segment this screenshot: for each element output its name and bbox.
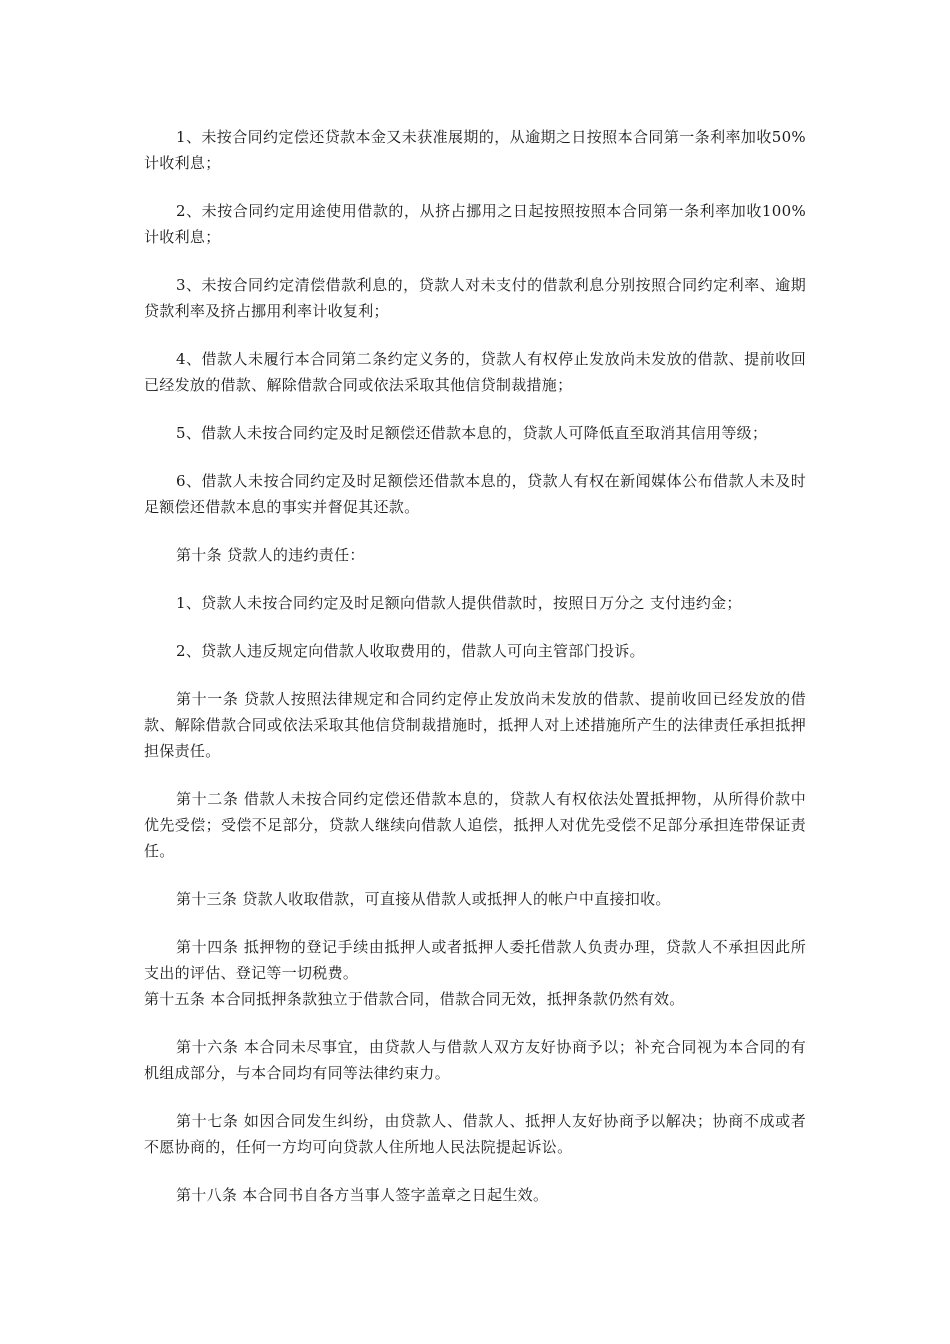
article-15: 第十五条 本合同抵押条款独立于借款合同，借款合同无效，抵押条款仍然有效。 xyxy=(144,990,685,1008)
clause-2: 2、未按合同约定用途使用借款的，从挤占挪用之日起按照按照本合同第一条利率加收100%计收利息； xyxy=(144,202,806,246)
article-13: 第十三条 贷款人收取借款，可直接从借款人或抵押人的帐户中直接扣收。 xyxy=(176,890,671,908)
clause-1: 1、未按合同约定偿还贷款本金又未获准展期的，从逾期之日按照本合同第一条利率加收50%计收利息； xyxy=(144,128,806,172)
document-body xyxy=(144,124,806,1208)
article-14: 第十四条 抵押物的登记手续由抵押人或者抵押人委托借款人负责办理，贷款人不承担因此所支出的评估、登记等一切税费。 xyxy=(144,938,806,982)
clause-3: 3、未按合同约定清偿借款利息的，贷款人对未支付的借款利息分别按照合同约定利率、逾期贷款利率及挤占挪用利率计收复利； xyxy=(144,276,806,320)
article-11: 第十一条 贷款人按照法律规定和合同约定停止发放尚未发放的借款、提前收回已经发放的借款、解除借款合同或依法采取其他信贷制裁措施时，抵押人对上述措施所产生的法律责任承担抵押担保责任。 xyxy=(144,690,806,760)
article-18: 第十八条 本合同书自各方当事人签字盖章之日起生效。 xyxy=(176,1186,549,1204)
clause-4: 4、借款人未履行本合同第二条约定义务的，贷款人有权停止发放尚未发放的借款、提前收回已经发放的借款、解除借款合同或依法采取其他信贷制裁措施； xyxy=(144,350,806,394)
article-17: 第十七条 如因合同发生纠纷，由贷款人、借款人、抵押人友好协商予以解决；协商不成或者不愿协商的，任何一方均可向贷款人住所地人民法院提起诉讼。 xyxy=(144,1112,806,1156)
article-16: 第十六条 本合同未尽事宜，由贷款人与借款人双方友好协商予以；补充合同视为本合同的有机组成部分，与本合同均有同等法律约束力。 xyxy=(144,1038,806,1082)
article-10-clause-1: 1、贷款人未按合同约定及时足额向借款人提供借款时，按照日万分之 支付违约金； xyxy=(176,594,742,612)
article-10-heading: 第十条 贷款人的违约责任： xyxy=(176,546,365,564)
clause-5: 5、借款人未按合同约定及时足额偿还借款本息的，贷款人可降低直至取消其信用等级； xyxy=(176,424,768,442)
article-12: 第十二条 借款人未按合同约定偿还借款本息的，贷款人有权依法处置抵押物，从所得价款中优先受偿；受偿不足部分，贷款人继续向借款人追偿，抵押人对优先受偿不足部分承担连带保证责任。 xyxy=(144,790,806,860)
clause-6: 6、借款人未按合同约定及时足额偿还借款本息的，贷款人有权在新闻媒体公布借款人未及时足额偿还借款本息的事实并督促其还款。 xyxy=(144,472,806,516)
article-10-clause-2: 2、贷款人违反规定向借款人收取费用的，借款人可向主管部门投诉。 xyxy=(176,642,645,660)
